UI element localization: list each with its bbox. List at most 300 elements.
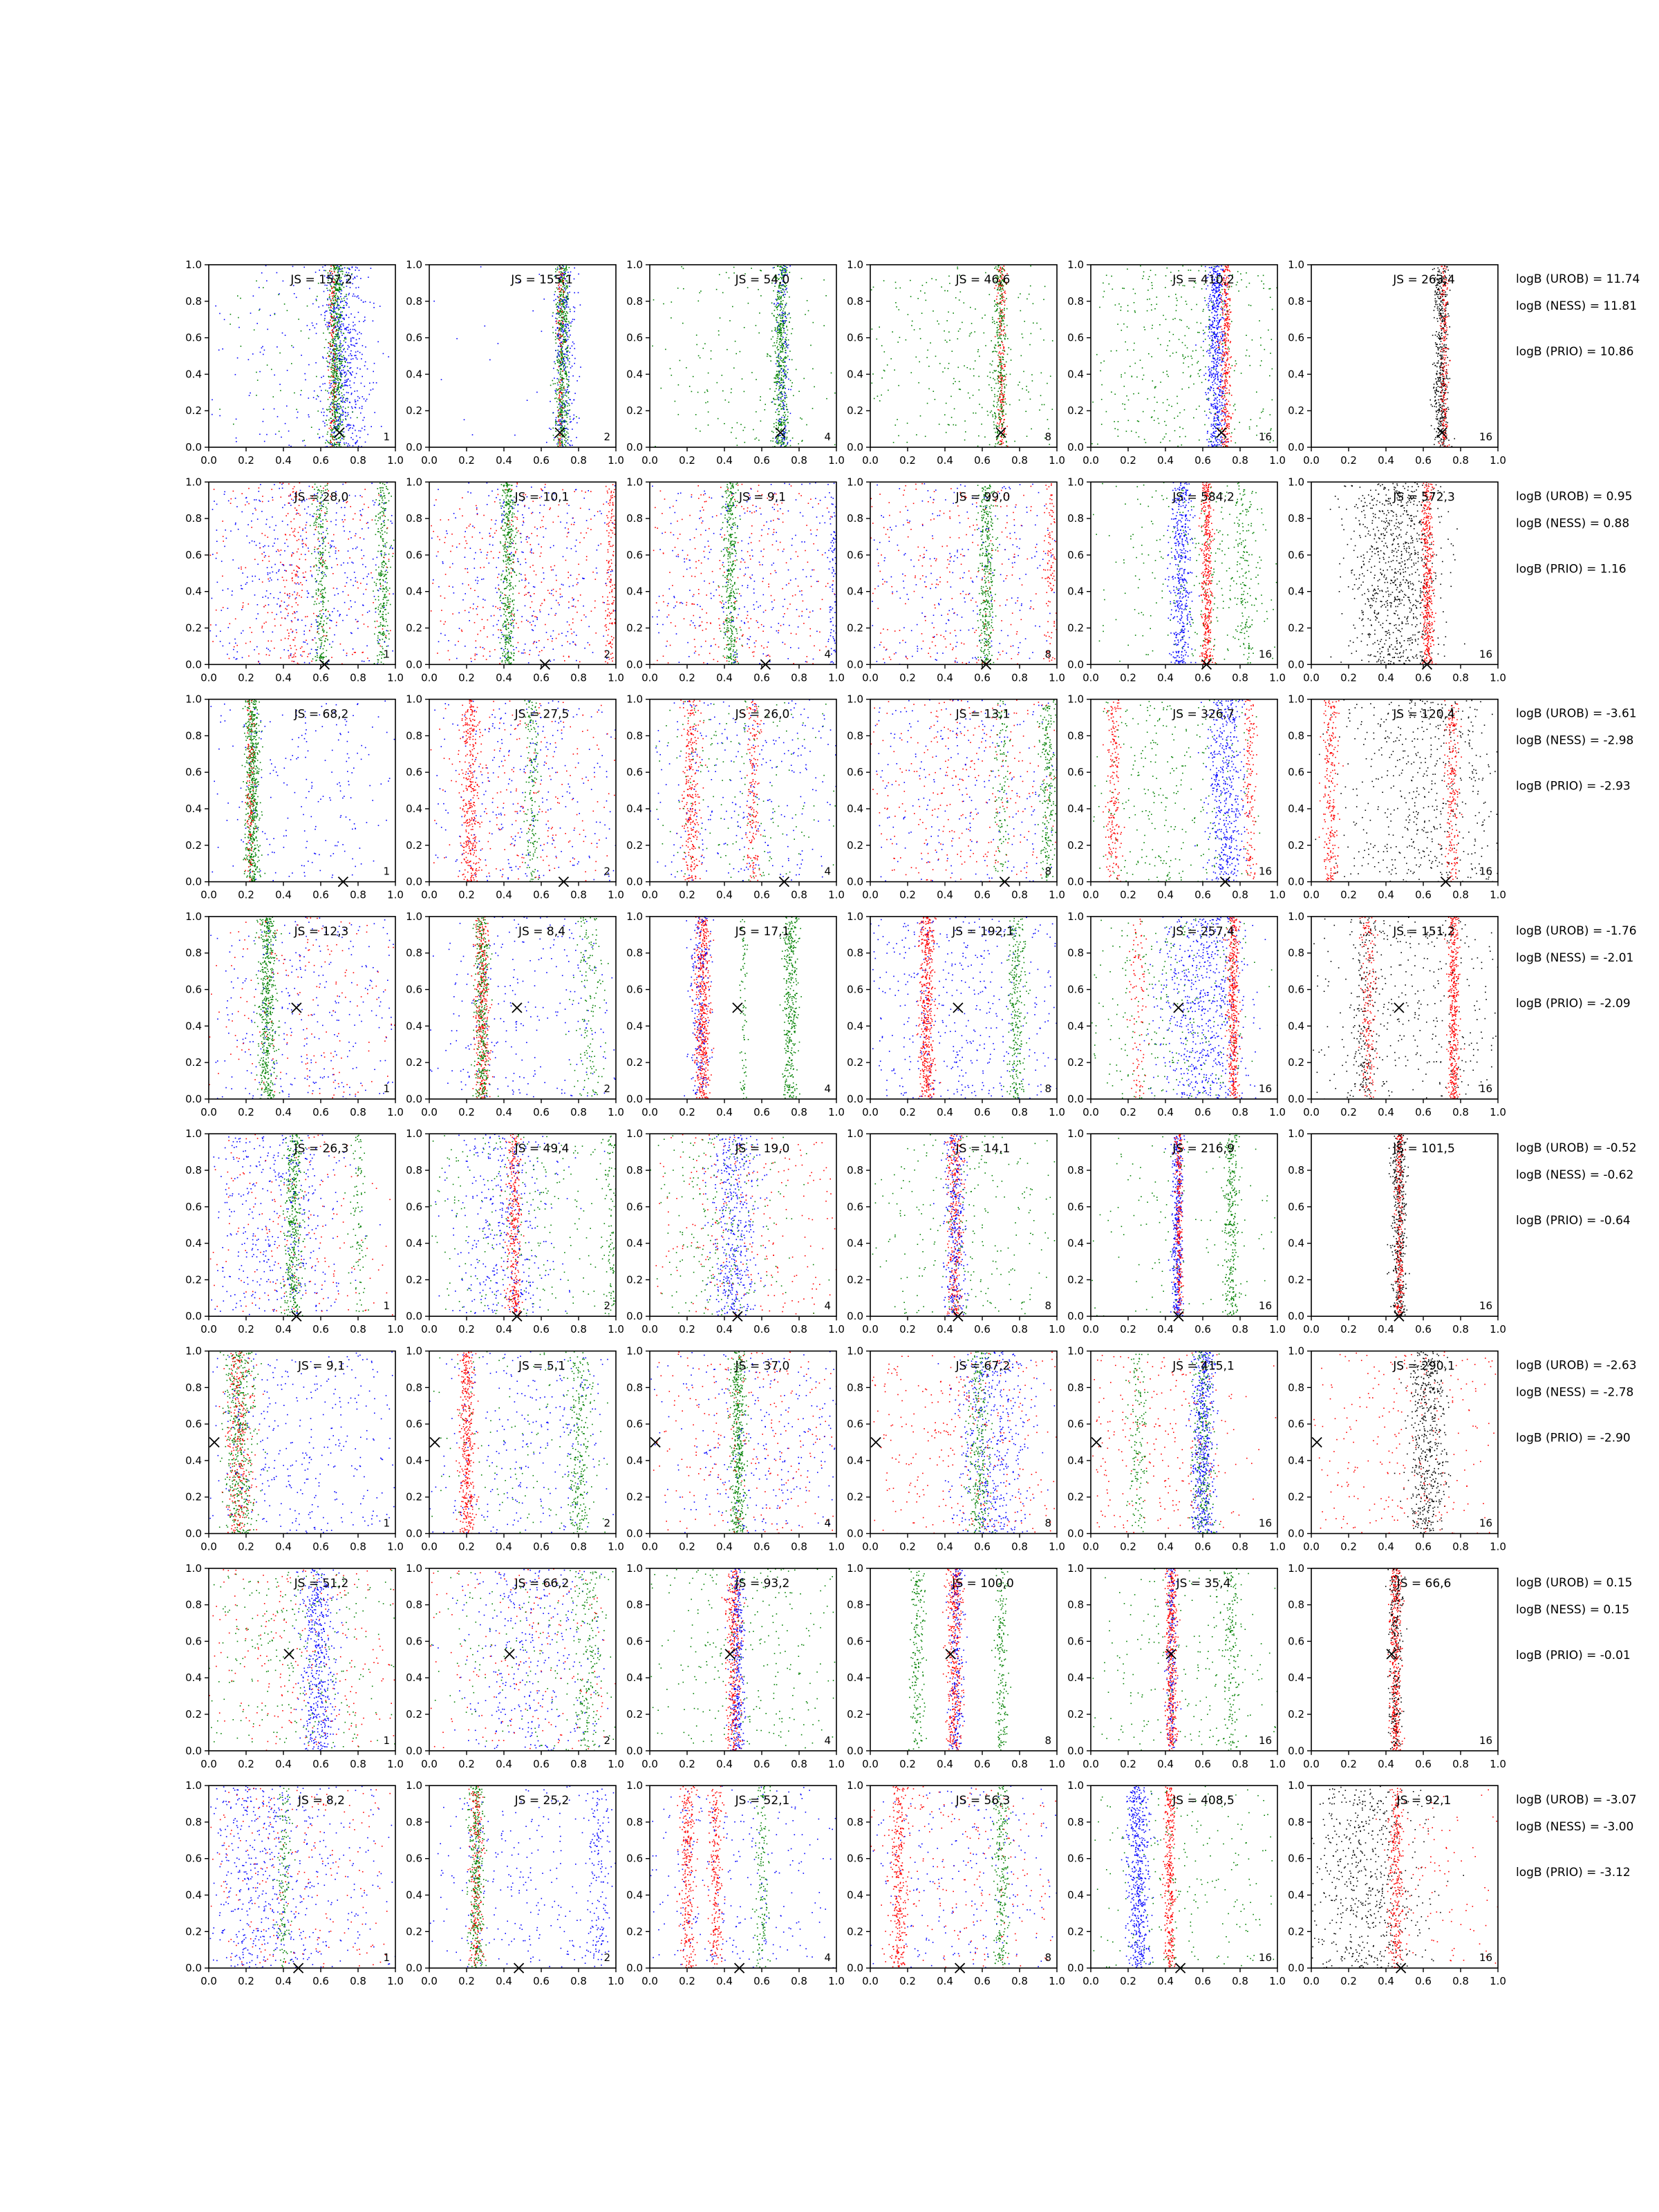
scatter-point [561, 375, 563, 376]
scatter-point [1211, 290, 1212, 291]
scatter-point [779, 269, 780, 270]
scatter-point [784, 442, 785, 443]
scatter-point [1000, 325, 1001, 326]
scatter-point [993, 372, 994, 373]
scatter-point [774, 303, 775, 304]
scatter-point [1206, 373, 1207, 375]
scatter-point [1227, 314, 1228, 315]
scatter-point [1212, 270, 1214, 271]
scatter-point [280, 390, 281, 391]
scatter-point [364, 317, 366, 318]
scatter-point [732, 306, 733, 308]
scatter-point [333, 395, 335, 397]
scatter-point [354, 391, 355, 392]
scatter-point [577, 422, 578, 424]
scatter-point [339, 344, 341, 346]
x-tick-label: 0.0 [421, 454, 438, 467]
scatter-point [563, 421, 565, 422]
scatter-point [338, 350, 339, 351]
scatter-point [559, 402, 561, 403]
scatter-point [564, 329, 565, 330]
scatter-point [559, 424, 561, 426]
scatter-point [257, 379, 259, 381]
scatter-point [339, 424, 341, 425]
scatter-point [995, 371, 996, 372]
scatter-point [566, 297, 568, 299]
scatter-point [325, 442, 326, 444]
scatter-point [776, 342, 778, 344]
scatter-point [1215, 287, 1217, 288]
scatter-point [1206, 394, 1207, 395]
scatter-point [678, 384, 679, 386]
scatter-point [806, 424, 807, 426]
scatter-point [563, 290, 565, 292]
y-tick-label: 0.0 [626, 441, 643, 453]
scatter-point [781, 334, 782, 335]
scatter-point [997, 383, 999, 384]
scatter-point [337, 386, 339, 387]
scatter-point [787, 433, 788, 434]
scatter-point [336, 313, 337, 315]
scatter-point [1210, 436, 1212, 438]
scatter-point [329, 297, 330, 299]
scatter-point [256, 372, 257, 373]
scatter-point [977, 446, 979, 447]
scatter-point [1005, 292, 1006, 294]
scatter-point [273, 396, 274, 397]
scatter-point [567, 312, 568, 314]
scatter-point [1000, 336, 1001, 337]
scatter-point [1224, 383, 1226, 384]
scatter-point [978, 349, 980, 350]
scatter-point [781, 360, 782, 362]
scatter-point [337, 335, 338, 336]
scatter-point [373, 388, 374, 390]
scatter-point [365, 442, 366, 443]
scatter-point [340, 414, 341, 415]
scatter-point [780, 328, 782, 329]
scatter-point [785, 314, 786, 315]
scatter-point [992, 415, 993, 416]
scatter-point [340, 397, 341, 399]
scatter-point [776, 319, 777, 321]
scatter-point [328, 326, 330, 328]
scatter-point [561, 310, 562, 312]
scatter-point [906, 339, 907, 341]
scatter-point [786, 303, 787, 304]
scatter-point [1219, 391, 1221, 393]
scatter-point [307, 325, 308, 326]
scatter-point [790, 380, 791, 382]
scatter-point [786, 288, 787, 289]
scatter-point [975, 308, 976, 310]
scatter-point [779, 339, 780, 340]
scatter-point [236, 441, 237, 442]
scatter-point [563, 400, 564, 402]
scatter-point [780, 366, 782, 367]
scatter-point [964, 302, 965, 303]
scatter-point [332, 292, 333, 294]
scatter-point [334, 268, 335, 270]
scatter-point [464, 419, 465, 420]
scatter-point [1218, 424, 1219, 426]
scatter-point [561, 422, 563, 424]
scatter-point [355, 406, 356, 408]
scatter-point [349, 372, 350, 373]
scatter-point [480, 266, 482, 268]
scatter-point [908, 314, 909, 315]
scatter-point [374, 363, 375, 364]
scatter-point [333, 375, 335, 376]
scatter-point [995, 425, 997, 427]
scatter-point [565, 305, 567, 306]
scatter-point [1216, 366, 1217, 367]
scatter-point [574, 308, 576, 309]
scatter-point [785, 321, 786, 323]
scatter-point [364, 417, 365, 418]
scatter-point [562, 390, 563, 391]
scatter-point [778, 408, 779, 409]
scatter-point [949, 283, 950, 284]
scatter-point [778, 438, 779, 440]
scatter-point [358, 446, 359, 447]
scatter-point [779, 330, 780, 332]
scatter-point [1211, 444, 1212, 445]
scatter-point [357, 396, 359, 397]
scatter-point [785, 342, 787, 344]
scatter-point [1214, 271, 1215, 272]
scatter-point [1210, 300, 1212, 301]
scatter-point [568, 372, 570, 373]
scatter-point [323, 357, 324, 359]
scatter-point [996, 332, 997, 334]
x-tick-label: 0.4 [496, 454, 512, 467]
scatter-point [995, 266, 997, 268]
scatter-point [560, 404, 561, 406]
scatter-point [1210, 404, 1212, 405]
scatter-point [1216, 311, 1217, 312]
scatter-point [778, 291, 780, 292]
scatter-point [783, 433, 785, 435]
scatter-point [1213, 390, 1215, 391]
scatter-point [363, 321, 364, 322]
scatter-point [568, 330, 570, 332]
scatter-point [1221, 265, 1222, 267]
scatter-point [1223, 415, 1224, 417]
scatter-point [561, 369, 562, 371]
scatter-point [786, 270, 787, 271]
scatter-point [823, 279, 825, 281]
scatter-point [328, 329, 329, 330]
scatter-point [328, 399, 329, 400]
scatter-point [553, 435, 554, 436]
scatter-point [347, 366, 348, 367]
scatter-point [341, 299, 343, 300]
scatter-point [324, 383, 326, 384]
scatter-point [340, 293, 341, 294]
scatter-point [332, 360, 334, 362]
scatter-point [1208, 369, 1210, 371]
scatter-point [1004, 335, 1005, 337]
scatter-point [561, 357, 563, 358]
scatter-point [1212, 384, 1214, 386]
scatter-point [337, 442, 339, 443]
scatter-point [782, 270, 783, 272]
scatter-point [791, 386, 792, 387]
scatter-point [1000, 313, 1002, 315]
scatter-point [328, 307, 330, 308]
scatter-point [1213, 377, 1215, 378]
scatter-point [952, 350, 953, 352]
axes-frame [429, 265, 616, 447]
scatter-point [973, 413, 974, 414]
scatter-point [711, 358, 712, 359]
scatter-point [560, 419, 561, 420]
scatter-point [1002, 309, 1004, 310]
scatter-point [786, 409, 787, 411]
scatter-point [335, 287, 336, 288]
scatter-point [1002, 402, 1003, 403]
scatter-point [332, 380, 333, 382]
scatter-point [345, 372, 346, 373]
scatter-point [991, 390, 993, 391]
scatter-point [364, 398, 365, 400]
scatter-point [776, 375, 777, 377]
scatter-point [784, 320, 785, 321]
scatter-point [563, 334, 564, 335]
scatter-point [944, 290, 946, 292]
scatter-point [562, 421, 563, 422]
scatter-point [1007, 354, 1009, 355]
scatter-point [553, 412, 554, 413]
scatter-point [561, 427, 562, 428]
scatter-point [874, 398, 875, 400]
scatter-point [765, 409, 766, 411]
x-tick-label: 1.0 [608, 454, 624, 467]
scatter-point [550, 385, 552, 386]
scatter-point [346, 327, 348, 328]
scatter-point [336, 420, 337, 422]
scatter-point [781, 444, 782, 445]
scatter-point [1213, 431, 1215, 433]
scatter-point [567, 366, 568, 368]
scatter-point [780, 323, 782, 324]
scatter-point [563, 297, 565, 298]
scatter-point [557, 406, 559, 408]
scatter-point [266, 434, 268, 435]
scatter-point [563, 386, 565, 388]
scatter-point [773, 346, 774, 347]
scatter-point [756, 438, 758, 439]
scatter-point [489, 359, 491, 361]
scatter-point [339, 445, 340, 447]
scatter-point [565, 339, 567, 341]
scatter-point [1217, 265, 1219, 267]
scatter-point [1224, 422, 1226, 424]
scatter-point [556, 303, 557, 305]
scatter-point [743, 430, 744, 431]
scatter-point [324, 320, 326, 321]
scatter-point [946, 341, 948, 343]
scatter-point [1004, 433, 1006, 435]
scatter-point [780, 345, 781, 346]
scatter-point [365, 301, 366, 303]
scatter-point [559, 339, 560, 341]
scatter-point [767, 356, 768, 357]
scatter-point [1210, 387, 1212, 388]
scatter-point [563, 332, 564, 333]
scatter-point [568, 413, 570, 415]
scatter-point [921, 312, 923, 314]
scatter-point [339, 346, 341, 348]
scatter-point [777, 375, 778, 376]
scatter-point [355, 400, 356, 401]
scatter-point [266, 281, 268, 282]
scatter-point [565, 290, 566, 291]
scatter-point [1226, 297, 1227, 299]
scatter-point [341, 329, 342, 330]
scatter-point [786, 395, 787, 396]
scatter-point [997, 437, 999, 438]
scatter-point [1218, 388, 1219, 390]
scatter-point [566, 376, 568, 377]
scatter-point [557, 296, 559, 297]
scatter-point [1208, 298, 1210, 299]
scatter-point [884, 351, 885, 353]
scatter-point [997, 335, 998, 337]
scatter-point [1000, 422, 1001, 423]
scatter-point [945, 340, 946, 341]
scatter-point [342, 359, 344, 360]
scatter-point [788, 344, 789, 346]
scatter-point [330, 367, 332, 368]
scatter-point [782, 388, 783, 390]
scatter-point [541, 331, 543, 332]
scatter-point [337, 359, 338, 360]
scatter-point [776, 357, 778, 358]
scatter-point [322, 384, 324, 385]
scatter-point [1000, 400, 1001, 401]
scatter-point [778, 443, 779, 444]
scatter-point [563, 411, 565, 413]
scatter-point [1218, 352, 1219, 353]
scatter-point [751, 372, 753, 373]
scatter-point [339, 359, 341, 361]
scatter-point [554, 294, 555, 296]
scatter-point [1224, 327, 1226, 328]
scatter-point [1222, 317, 1224, 319]
scatter-point [783, 407, 785, 409]
scatter-point [1207, 431, 1208, 433]
scatter-point [555, 421, 556, 422]
scatter-point [812, 408, 814, 409]
scatter-point [1001, 324, 1002, 325]
scatter-point [997, 296, 998, 297]
scatter-point [774, 427, 775, 428]
scatter-point [782, 339, 783, 340]
scatter-point [997, 409, 999, 411]
scatter-point [348, 307, 350, 308]
scatter-point [780, 356, 781, 357]
scatter-point [978, 376, 980, 377]
scatter-point [341, 438, 343, 440]
scatter-point [780, 310, 781, 311]
scatter-point [332, 406, 334, 408]
scatter-point [1217, 384, 1218, 385]
scatter-point [328, 325, 329, 326]
scatter-point [1219, 290, 1220, 291]
scatter-point [781, 267, 782, 268]
scatter-point [1209, 368, 1210, 370]
scatter-point [337, 323, 339, 324]
scatter-point [334, 270, 335, 272]
scatter-point [297, 411, 299, 413]
scatter-point [341, 407, 342, 409]
scatter-point [341, 385, 342, 386]
scatter-point [778, 315, 780, 317]
scatter-point [326, 322, 328, 324]
scatter-point [264, 441, 265, 442]
scatter-point [569, 364, 570, 365]
scatter-point [1219, 411, 1220, 412]
scatter-point [345, 351, 346, 353]
y-tick-label: 1.0 [847, 259, 863, 271]
scatter-point [328, 370, 329, 371]
scatter-point [238, 327, 240, 328]
scatter-point [1212, 335, 1213, 337]
scatter-point [1001, 325, 1002, 326]
scatter-point [778, 366, 780, 367]
scatter-point [332, 321, 333, 322]
scatter-point [563, 266, 564, 268]
scatter-point [337, 355, 338, 357]
scatter-point [671, 317, 672, 319]
scatter-point [778, 358, 780, 359]
scatter-point [1210, 386, 1212, 388]
scatter-point [781, 309, 782, 310]
scatter-point [564, 309, 565, 310]
scatter-point [1221, 362, 1223, 363]
scatter-point [259, 371, 261, 373]
scatter-point [558, 371, 559, 372]
scatter-point [236, 438, 237, 439]
scatter-point [997, 292, 999, 294]
scatter-point [285, 335, 286, 336]
scatter-point [570, 309, 571, 310]
scatter-point [1003, 395, 1004, 397]
scatter-point [1217, 328, 1219, 329]
scatter-point [777, 330, 778, 332]
scatter-point [944, 330, 945, 332]
scatter-point [559, 429, 560, 430]
scatter-point [988, 415, 989, 416]
scatter-point [331, 434, 332, 435]
scatter-point [777, 322, 778, 324]
scatter-point [783, 315, 785, 317]
scatter-point [707, 391, 709, 392]
scatter-point [332, 372, 333, 373]
scatter-point [558, 338, 559, 339]
scatter-point [341, 424, 342, 426]
scatter-point [999, 351, 1000, 353]
scatter-point [982, 317, 983, 319]
scatter-point [1000, 387, 1001, 388]
scatter-point [559, 440, 561, 441]
scatter-point [338, 328, 339, 330]
scatter-point [995, 418, 996, 420]
scatter-point [1216, 266, 1217, 268]
scatter-point [345, 412, 346, 413]
